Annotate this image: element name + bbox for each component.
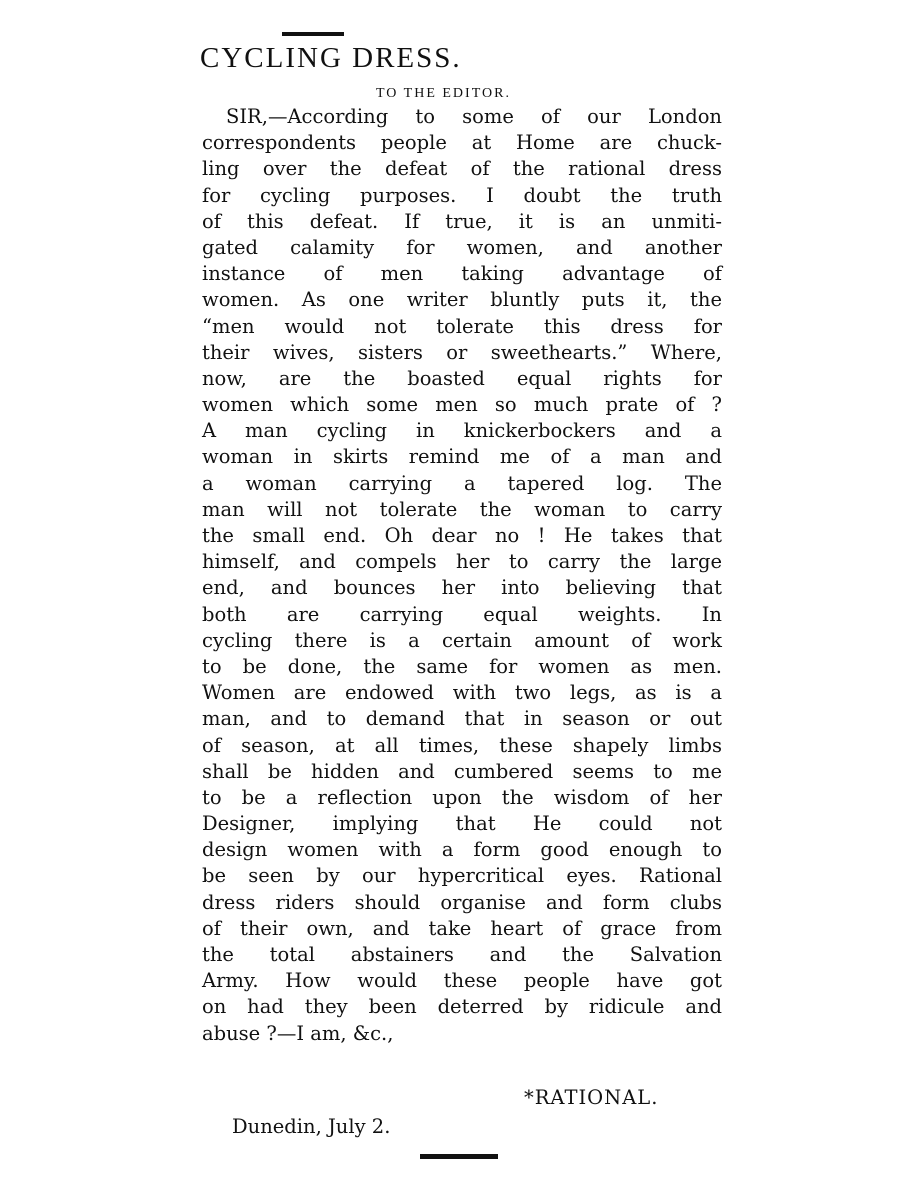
text-line: a woman carrying a tapered log. The	[202, 471, 722, 495]
text-line: correspondents people at Home are chuck-	[202, 131, 722, 155]
bottom-rule	[420, 1154, 498, 1159]
text-line: himself, and compels her to carry the large	[202, 550, 722, 574]
text-line: of season, at all times, these shapely limbs	[202, 733, 722, 757]
text-line: of their own, and take heart of grace from	[202, 916, 722, 940]
salutation: TO THE EDITOR.	[376, 86, 511, 101]
text-line: Army. How would these people have got	[202, 969, 722, 993]
text-line: “men would not tolerate this dress for	[202, 314, 722, 338]
dateline: Dunedin, July 2.	[232, 1115, 391, 1138]
text-line: abuse ?—I am, &c.,	[202, 1021, 394, 1045]
text-line: shall be hidden and cumbered seems to me	[202, 759, 722, 783]
letter-body	[202, 104, 722, 1047]
top-rule	[282, 32, 344, 36]
text-line: A man cycling in knickerbockers and a	[202, 419, 722, 443]
text-line: both are carrying equal weights. In	[202, 602, 722, 626]
text-line: design women with a form good enough to	[202, 838, 722, 862]
signature: *RATIONAL.	[524, 1086, 659, 1109]
text-line: ling over the defeat of the rational dress	[202, 157, 722, 181]
text-line: gated calamity for women, and another	[202, 235, 722, 259]
text-line: cycling there is a certain amount of work	[202, 628, 722, 652]
headline: CYCLING DRESS.	[200, 42, 462, 74]
text-line: for cycling purposes. I doubt the truth	[202, 183, 722, 207]
text-line: the small end. Oh dear no ! He takes that	[202, 524, 722, 547]
text-line: on had they been deterred by ridicule and	[202, 995, 722, 1019]
text-line: woman in skirts remind me of a man and	[202, 445, 722, 469]
text-line: Designer, implying that He could not	[202, 812, 722, 836]
text-line: be seen by our hypercritical eyes. Rational	[202, 864, 722, 888]
text-line: instance of men taking advantage of	[202, 262, 722, 286]
text-line: to be a reflection upon the wisdom of her	[202, 785, 722, 809]
text-line: end, and bounces her into believing that	[202, 576, 722, 600]
text-line: man will not tolerate the woman to carry	[202, 497, 722, 521]
text-line: women. As one writer bluntly puts it, the	[202, 288, 722, 312]
text-line: their wives, sisters or sweethearts.” Where,	[202, 340, 722, 364]
text-line: to be done, the same for women as men.	[202, 654, 722, 678]
text-line: the total abstainers and the Salvation	[202, 943, 722, 966]
text-line: of this defeat. If true, it is an unmiti-	[202, 209, 722, 233]
text-line: SIR,—According to some of our London	[226, 105, 722, 128]
text-line: women which some men so much prate of ?	[202, 393, 722, 417]
text-line: Women are endowed with two legs, as is a	[202, 681, 722, 705]
text-line: now, are the boasted equal rights for	[202, 366, 722, 390]
text-line: man, and to demand that in season or out	[202, 707, 722, 731]
text-line: dress riders should organise and form clubs	[202, 890, 722, 914]
